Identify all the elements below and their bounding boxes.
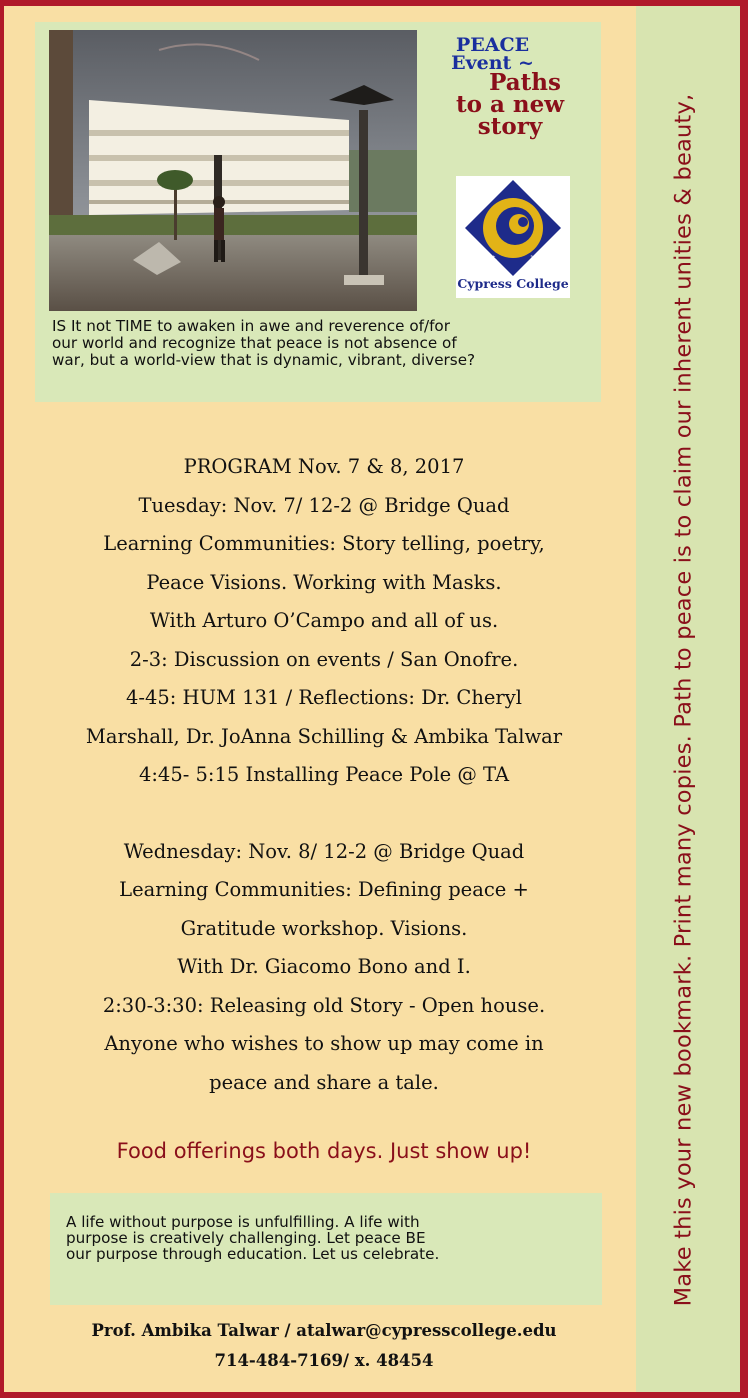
program-line: 4-45: HUM 131 / Reflections: Dr. Cheryl — [125, 686, 522, 709]
program-line: peace and share a tale. — [209, 1070, 439, 1094]
cypress-college-seal-icon — [456, 176, 570, 298]
program-line: 2-3: Discussion on events / San Onofre. — [129, 647, 519, 671]
event-title — [425, 36, 595, 138]
program-line: Gratitude workshop. Visions. — [180, 916, 468, 940]
intro-quote-line: IS It not TIME to awaken in awe and reverence of/for — [52, 317, 450, 335]
svg-text:1966: 1966 — [530, 255, 546, 262]
intro-quote — [52, 318, 592, 369]
intro-quote-line: war, but a world-view that is dynamic, vibrant, diverse? — [52, 351, 476, 369]
title-story: story — [477, 113, 543, 140]
contact-phone: 714-484-7169/ x. 48454 — [214, 1351, 434, 1370]
program-line: Wednesday: Nov. 8/ 12-2 @ Bridge Quad — [123, 839, 525, 863]
contact-info — [18, 1316, 630, 1376]
side-caption — [630, 8, 736, 1392]
closing-quote-line: A life without purpose is unfulfilling. A life with — [66, 1213, 420, 1231]
closing-quote-line: purpose is creatively challenging. Let peace BE — [66, 1229, 426, 1247]
program-line: Marshall, Dr. JoAnna Schilling & Ambika Talwar — [85, 724, 563, 748]
title-event: Event ~ — [451, 52, 534, 74]
campus-photo — [49, 30, 417, 311]
title-peace: PEACE — [455, 34, 530, 56]
svg-text:Cypress College: Cypress College — [457, 276, 569, 291]
program-spacer — [18, 795, 630, 833]
program-line: 2:30-3:30: Releasing old Story - Open house. — [102, 993, 546, 1017]
program-line: With Dr. Giacomo Bono and I. — [177, 955, 471, 978]
program-line: Learning Communities: Story telling, poetry, — [103, 532, 545, 555]
program-heading: PROGRAM Nov. 7 & 8, 2017 — [183, 455, 465, 478]
program-line: Tuesday: Nov. 7/ 12-2 @ Bridge Quad — [138, 493, 510, 517]
contact-email: Prof. Ambika Talwar / atalwar@cypresscollege.edu — [91, 1321, 557, 1340]
food-note: Food offerings both days. Just show up! — [116, 1139, 532, 1163]
program-line: With Arturo O’Campo and all of us. — [149, 609, 499, 632]
closing-quote — [66, 1214, 594, 1262]
intro-quote-line: our world and recognize that peace is not absence of — [52, 334, 457, 352]
title-to-a-new: to a new — [455, 91, 565, 118]
program-line: 4:45- 5:15 Installing Peace Pole @ TA — [138, 763, 510, 786]
svg-text:Est.: Est. — [486, 255, 498, 262]
program-schedule — [18, 448, 630, 1102]
program-line: Anyone who wishes to show up may come in — [104, 1032, 544, 1055]
cypress-college-logo — [456, 176, 570, 298]
side-caption-text: Make this your new bookmark. Print many copies. Path to peace is to claim our inherent unities & beauty, — [670, 93, 697, 1307]
program-line: Peace Visions. Working with Masks. — [146, 570, 502, 594]
program-line: Learning Communities: Defining peace + — [119, 878, 529, 901]
title-paths: Paths — [489, 69, 561, 96]
closing-quote-line: our purpose through education. Let us celebrate. — [66, 1245, 440, 1263]
